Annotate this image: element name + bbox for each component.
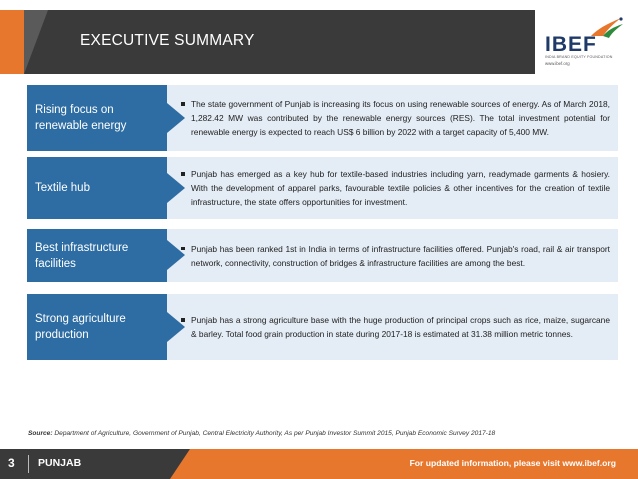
summary-row-agriculture	[27, 294, 618, 360]
row-text	[181, 242, 610, 270]
summary-row-renewable	[27, 85, 618, 151]
row-label-box	[27, 229, 167, 282]
arrow-icon	[167, 240, 185, 270]
page-title: EXECUTIVE SUMMARY	[80, 32, 255, 49]
row-label: Strong agriculture production	[35, 313, 126, 341]
summary-row-textile	[27, 157, 618, 219]
source-note	[28, 430, 628, 437]
row-content-box	[153, 157, 618, 219]
row-content-box	[153, 294, 618, 360]
summary-row-infrastructure	[27, 229, 618, 282]
row-text-body: Punjab has a strong agriculture base with the huge production of principal crops such as rice, maize, sugarcane & barley. Total food grain production in state during 2017-18 is estimated at 31.38 million metric tonnes.	[191, 315, 610, 339]
slide-footer	[0, 449, 638, 479]
header-accent	[0, 10, 24, 74]
logo-tagline: INDIA BRAND EQUITY FOUNDATION	[545, 55, 613, 59]
row-content-box	[153, 229, 618, 282]
row-label: Rising focus on renewable energy	[35, 104, 127, 132]
row-label-box	[27, 85, 167, 151]
slide-header	[0, 0, 638, 80]
source-text: Department of Agriculture, Government of Punjab, Central Electricity Authority, As per Punjab Investor Summit 2015, Punjab Economic Survey 2017-18	[54, 430, 496, 437]
row-text	[181, 167, 610, 209]
row-text-body: Punjab has been ranked 1st in India in terms of infrastructure facilities offered. Punjab's road, rail & air transport network, connectivity, construction of bridges & infrastructure facilities are among the best.	[191, 243, 610, 268]
row-label: Textile hub	[35, 182, 90, 194]
logo-url: www.ibef.org	[545, 61, 570, 66]
ibef-logo	[545, 14, 633, 72]
row-text	[181, 313, 610, 341]
header-fold	[24, 10, 48, 74]
row-content-box	[153, 85, 618, 151]
logo-wordmark: IBEF	[545, 33, 597, 56]
row-text	[181, 97, 610, 139]
footer-divider	[28, 455, 29, 473]
arrow-icon	[167, 312, 185, 342]
row-label: Best infrastructure facilities	[35, 241, 129, 270]
footer-fold	[170, 449, 190, 479]
arrow-icon	[167, 103, 185, 133]
footer-website-link[interactable]: For updated information, please visit www.ibef.org	[409, 458, 616, 468]
row-label-box	[27, 294, 167, 360]
row-label-box	[27, 157, 167, 219]
arrow-icon	[167, 173, 185, 203]
source-prefix: Source:	[28, 430, 53, 437]
row-text-body: The state government of Punjab is increasing its focus on using renewable sources of energy. As of March 2018, 1,282.42 MW was contributed by the renewable energy sources (RES). The total investment potential for renewable energy is expected to reach US$ 6 billion by 2022 with a target capacity of 5,400 MW.	[191, 99, 610, 137]
row-text-body: Punjab has emerged as a key hub for textile-based industries including yarn, readymade garments & hosiery. With the development of apparel parks, favourable textile policies & other incentives for the creation of textile infrastructure, the state offers opportunities for investment.	[191, 169, 610, 207]
footer-state: PUNJAB	[38, 457, 82, 469]
page-number: 3	[8, 456, 15, 470]
